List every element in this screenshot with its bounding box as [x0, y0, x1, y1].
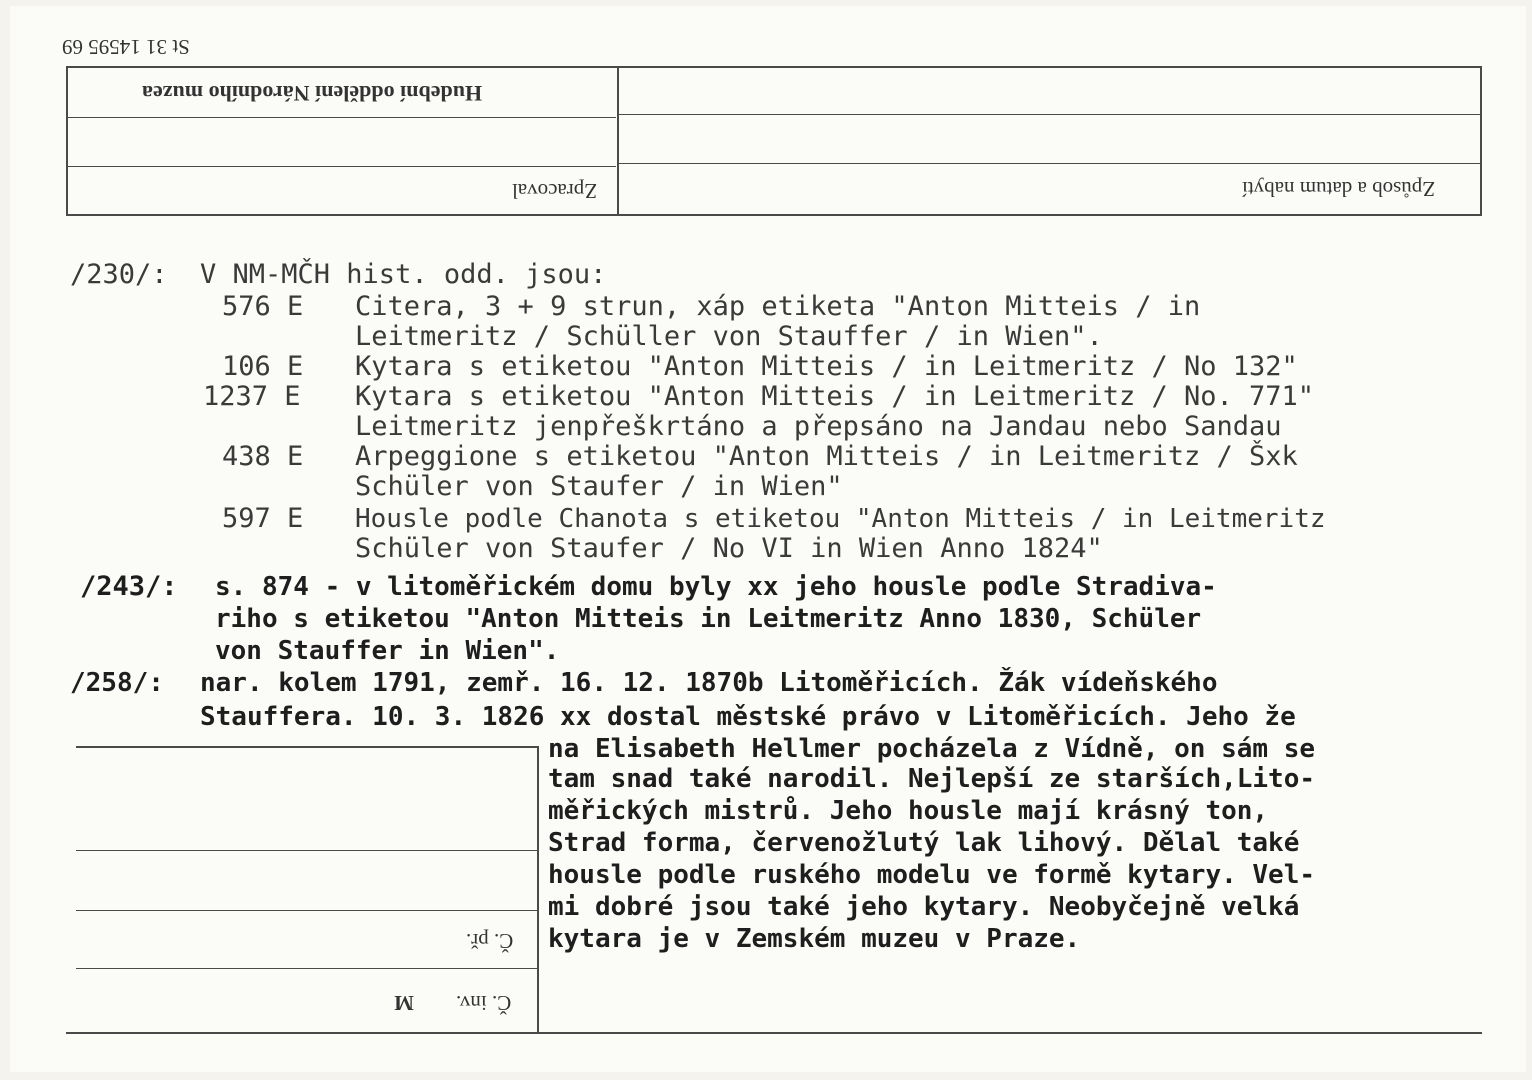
item-line: Kytara s etiketou "Anton Mitteis / in Leitmeritz / No. 771"	[355, 381, 1315, 412]
entry-243-line: riho s etiketou "Anton Mitteis in Leitmeritz Anno 1830, Schüler	[215, 604, 1202, 634]
header-mid-rule	[617, 66, 619, 216]
lower-box-rule-2	[76, 910, 537, 911]
acquisition-label: Způsob a datum nabytí	[1242, 177, 1436, 201]
header-bottom-rule	[66, 214, 1482, 216]
item-num: 106 E	[222, 351, 304, 382]
entry-243-line: von Stauffer in Wien".	[215, 636, 560, 666]
card-bottom-rule	[66, 1032, 1482, 1034]
lower-box-rule-1	[76, 850, 537, 851]
lower-box-rule-3	[76, 968, 537, 969]
item-num: 576 E	[222, 291, 304, 322]
ref-243: /243/:	[80, 571, 178, 602]
entry-258-line: mi dobré jsou také jeho kytary. Neobyčejně velká	[548, 892, 1300, 922]
header-right-rule	[1480, 66, 1482, 216]
entry-258-line: na Elisabeth Hellmer pocházela z Vídně, on sám se	[548, 734, 1316, 764]
item-line: Housle podle Chanota s etiketou "Anton Mitteis / in Leitmeritz	[355, 504, 1326, 534]
entry-258-line: Strad forma, červenožlutý lak lihový. Dělal také	[548, 828, 1300, 858]
processed-label: Zpracoval	[512, 179, 598, 203]
item-num: 1237 E	[203, 381, 301, 412]
header-rule-4	[619, 163, 1481, 164]
cat-number-label: Č. př.	[466, 929, 514, 953]
item-line: Leitmeritz / Schüller von Stauffer / in Wien".	[355, 321, 1103, 352]
item-line: Kytara s etiketou "Anton Mitteis / in Leitmeritz / No 132"	[355, 351, 1298, 382]
header-rule-3	[619, 114, 1481, 115]
header-top-rule	[66, 66, 1482, 68]
header-rule-1	[66, 117, 616, 118]
item-num: 438 E	[222, 441, 304, 472]
item-num: 597 E	[222, 503, 304, 534]
lower-box-right-rule	[537, 746, 539, 1034]
ref-258: /258/:	[70, 668, 164, 698]
item-line: Arpeggione s etiketou "Anton Mitteis / in Leitmeritz / Šxk	[355, 441, 1298, 472]
item-line: Schüler von Staufer / in Wien"	[355, 471, 843, 502]
entry-258-line: měřických mistrů. Jeho housle mají krásný ton,	[548, 796, 1269, 826]
stamp-number: St 31 14595 69	[62, 35, 190, 59]
inv-number-label: Č. inv.	[456, 991, 512, 1015]
entry-258-line: tam snad také narodil. Nejlepší ze starších,Lito-	[548, 764, 1316, 794]
item-line: Schüler von Staufer / No VI in Wien Anno 1824"	[355, 533, 1103, 564]
header-rule-2	[66, 166, 616, 167]
entry-258-line: nar. kolem 1791, zemř. 16. 12. 1870b Litoměřicích. Žák vídeňského	[200, 668, 1218, 698]
entry-258-line: kytara je v Zemském muzeu v Praze.	[548, 924, 1081, 954]
intro-230: V NM-MČH hist. odd. jsou:	[200, 259, 607, 290]
header-left-rule	[66, 66, 68, 216]
inv-suffix: M	[394, 991, 414, 1015]
item-line: Citera, 3 + 9 strun, xáp etiketa "Anton Mitteis / in	[355, 291, 1201, 322]
item-line: Leitmeritz jenpřeškrtáno a přepsáno na Jandau nebo Sandau	[355, 411, 1282, 442]
department-label: Hudební oddělení Národního muzea	[142, 81, 483, 106]
entry-258-line: housle podle ruského modelu ve formě kytary. Vel-	[548, 860, 1316, 890]
lower-box-top-rule	[76, 746, 538, 748]
entry-258-line: Stauffera. 10. 3. 1826 xx dostal městské právo v Litoměřicích. Jeho že	[200, 702, 1296, 732]
entry-243-line: s. 874 - v litoměřickém domu byly xx jeho housle podle Stradiva-	[215, 572, 1217, 602]
ref-230: /230/:	[70, 259, 168, 290]
